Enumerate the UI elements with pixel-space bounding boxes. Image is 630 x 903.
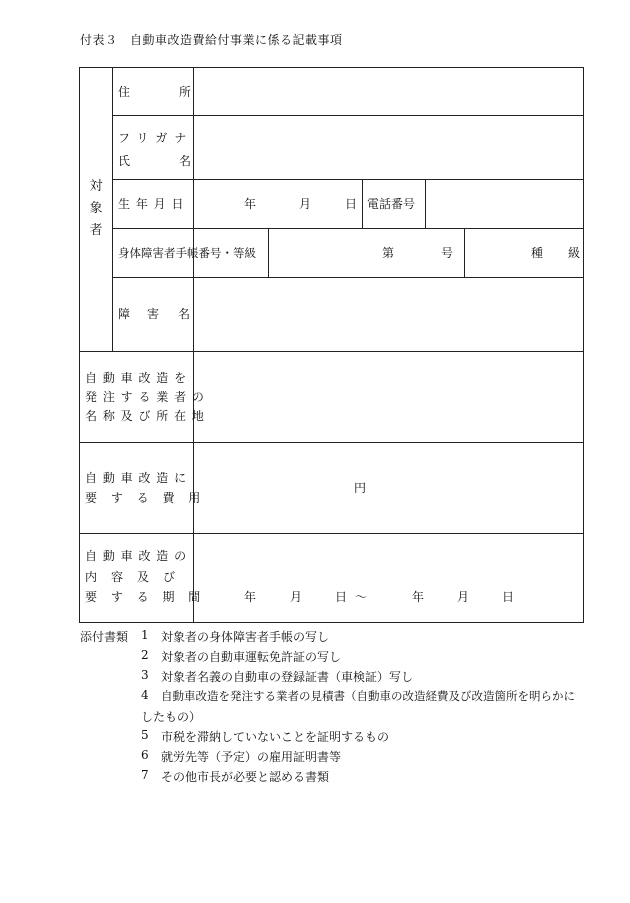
address-field[interactable] bbox=[194, 116, 583, 179]
disability-label-1: 障 bbox=[118, 307, 131, 321]
period-start-year: 年 bbox=[244, 590, 257, 604]
table-border-top bbox=[79, 67, 584, 68]
handbook-number-suffix: 号 bbox=[441, 246, 454, 260]
page-title: 付表３ 自動車改造費給付事業に係る記載事項 bbox=[80, 33, 343, 47]
period-start-day: 日 bbox=[335, 590, 348, 604]
attachment-number: 1 bbox=[141, 628, 149, 642]
subject-divider bbox=[112, 67, 113, 351]
period-label-line-3: 要 す る 期 間 bbox=[85, 590, 206, 604]
vendor-label-line-3: 名 称 及 び 所 在 地 bbox=[85, 409, 205, 423]
birth-month-unit: 月 bbox=[299, 197, 312, 211]
disability-label-2: 害 bbox=[147, 307, 160, 321]
disability-field[interactable] bbox=[194, 278, 583, 351]
period-label-line-1: 自 動 車 改 造 の bbox=[85, 549, 188, 563]
attachment-number: 2 bbox=[141, 648, 149, 662]
attachment-text: 就労先等（予定）の雇用証明書等 bbox=[161, 750, 342, 764]
period-end-month: 月 bbox=[457, 590, 470, 604]
attachment-text: 対象者の自動車運転免許証の写し bbox=[161, 650, 342, 664]
table-border-bottom bbox=[79, 622, 584, 623]
handbook-grade-level: 級 bbox=[568, 246, 581, 260]
attachment-text: 自動車改造を発注する業者の見積書（自動車の改造経費及び改造箇所を明らかに bbox=[161, 689, 575, 703]
phone-label: 電話番号 bbox=[367, 197, 416, 211]
table-border-right bbox=[583, 67, 584, 623]
row-line bbox=[79, 533, 584, 534]
vendor-label-line-2: 発 注 す る 業 者 の bbox=[85, 390, 205, 404]
period-range-tilde: ～ bbox=[355, 590, 368, 604]
disability-label-3: 名 bbox=[178, 307, 191, 321]
birth-year-unit: 年 bbox=[244, 197, 257, 211]
name-label-2: 名 bbox=[179, 154, 192, 168]
vendor-field[interactable] bbox=[194, 352, 583, 442]
address-label-1: 住 bbox=[118, 85, 131, 99]
furigana-label: フリガナ bbox=[118, 131, 194, 145]
cost-currency-unit: 円 bbox=[354, 481, 367, 495]
period-label-line-2: 内 容 及 び bbox=[85, 570, 177, 584]
row-line bbox=[112, 228, 584, 229]
period-end-year: 年 bbox=[412, 590, 425, 604]
cost-label-line-2: 要 す る 費 用 bbox=[85, 491, 206, 505]
attachment-text: 対象者名義の自動車の登録証書（車検証）写し bbox=[161, 670, 414, 684]
period-start-month: 月 bbox=[290, 590, 303, 604]
table-border-left bbox=[79, 67, 80, 623]
cost-field[interactable] bbox=[194, 443, 583, 533]
period-end-day: 日 bbox=[502, 590, 515, 604]
vendor-label-line-1: 自 動 車 改 造 を bbox=[85, 371, 188, 385]
birth-day-unit: 日 bbox=[345, 197, 358, 211]
subject-group-label: 対 象 者 bbox=[89, 179, 103, 238]
name-label-1: 氏 bbox=[118, 154, 131, 168]
attachment-number: 6 bbox=[141, 748, 149, 762]
attachment-number: 4 bbox=[141, 688, 149, 702]
handbook-grade-type: 種 bbox=[531, 246, 544, 260]
birth-date-label: 生 年 月 日 bbox=[118, 197, 185, 211]
attachment-text: 市税を滞納していないことを証明するもの bbox=[161, 730, 390, 744]
attachment-text: その他市長が必要と認める書類 bbox=[161, 770, 330, 784]
cell-divider bbox=[464, 228, 465, 277]
handbook-label: 身体障害者手帳番号・等級 bbox=[118, 246, 256, 260]
attachment-number: 7 bbox=[141, 768, 149, 782]
attachment-text: 対象者の身体障害者手帳の写し bbox=[161, 630, 330, 644]
cell-divider bbox=[268, 228, 269, 277]
handbook-number-prefix: 第 bbox=[382, 246, 395, 260]
attachment-number: 5 bbox=[141, 728, 149, 742]
attachment-number: 3 bbox=[141, 668, 149, 682]
application-form-table bbox=[79, 67, 584, 623]
phone-field[interactable] bbox=[426, 180, 583, 228]
attachment-text-continuation: したもの） bbox=[141, 710, 202, 724]
address-label-2: 所 bbox=[179, 85, 192, 99]
cost-label-line-1: 自 動 車 改 造 に bbox=[85, 471, 188, 485]
attachments-heading: 添付書類 bbox=[80, 630, 129, 644]
